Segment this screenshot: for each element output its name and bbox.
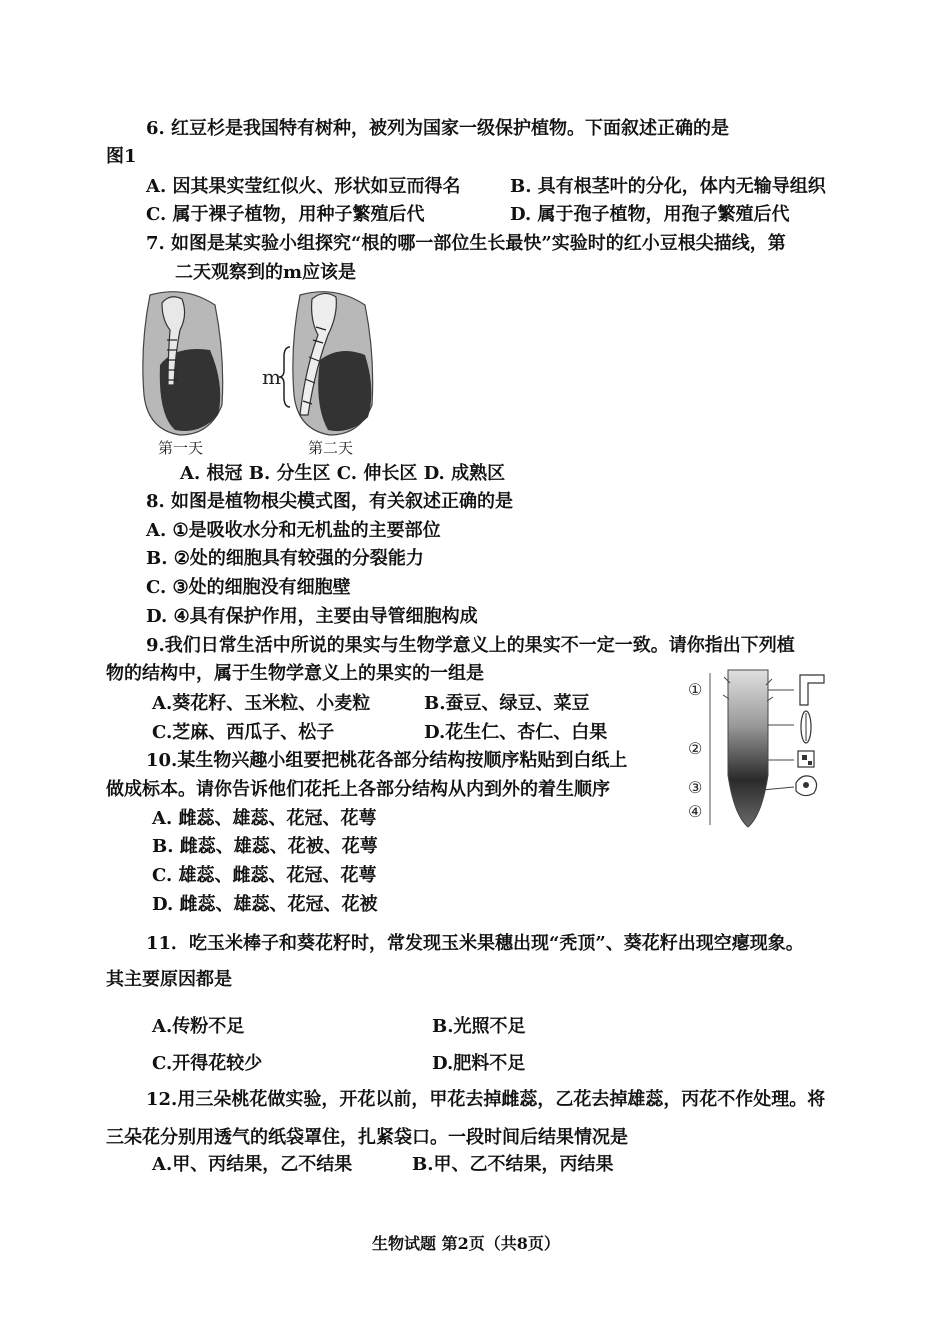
q10-option-a: A. 雌蕊、雄蕊、花冠、花萼 [152,808,377,829]
q12-stem-line1: 12.用三朵桃花做实验，开花以前，甲花去掉雌蕊，乙花去掉雄蕊，丙花不作处理。将 [146,1089,826,1110]
q10-stem-line1: 10.某生物兴趣小组要把桃花各部分结构按顺序粘贴到白纸上 [146,750,628,771]
figure-label-day1: 第一天 [158,439,204,457]
q12-option-b: B.甲、乙不结果，丙结果 [412,1154,614,1175]
q11-stem-line1: 11．吃玉米棒子和葵花籽时，常发现玉米果穗出现“秃顶”、葵花籽出现空瘪现象。 [146,933,804,954]
q8-option-b: B. ②处的细胞具有较强的分裂能力 [146,548,424,569]
q8-stem: 8. 如图是植物根尖模式图，有关叙述正确的是 [146,491,514,512]
q6-option-c: C. 属于裸子植物，用种子繁殖后代 [146,204,425,225]
q7-stem-line2: 二天观察到的m应该是 [175,262,357,283]
figure-label-m: m [262,365,281,389]
q6-stem-line1: 6. 红豆杉是我国特有树种，被列为国家一级保护植物。下面叙述正确的是 [146,118,730,139]
q11-option-b: B.光照不足 [432,1016,526,1037]
q8-root-tip-diagram [682,665,842,835]
q6-option-a: A. 因其果实莹红似火、形状如豆而得名 [146,176,461,197]
root-label-3: ③ [688,778,703,797]
q11-option-c: C.开得花较少 [152,1053,263,1074]
q7-options: A. 根冠 B. 分生区 C. 伸长区 D. 成熟区 [180,463,506,484]
q8-option-a: A. ①是吸收水分和无机盐的主要部位 [146,520,441,541]
q9-option-b: B.蚕豆、绿豆、菜豆 [424,693,590,714]
q10-stem-line2: 做成标本。请你告诉他们花托上各部分结构从内到外的着生顺序 [106,779,610,800]
q6-option-b: B. 具有根茎叶的分化，体内无输导组织 [510,176,826,197]
root-label-2: ② [688,739,703,758]
q12-option-a: A.甲、丙结果，乙不结果 [152,1154,353,1175]
q9-option-c: C.芝麻、西瓜子、松子 [152,722,335,743]
q11-option-a: A.传粉不足 [152,1016,245,1037]
q6-stem-line2: 图1 [106,146,137,167]
q7-root-tip-figure [140,285,400,457]
q6-option-d: D. 属于孢子植物，用孢子繁殖后代 [510,204,790,225]
q8-option-d: D. ④具有保护作用，主要由导管细胞构成 [146,606,478,627]
q10-option-c: C. 雄蕊、雌蕊、花冠、花萼 [152,865,377,886]
q11-option-d: D.肥料不足 [432,1053,526,1074]
q10-option-b: B. 雌蕊、雄蕊、花被、花萼 [152,836,378,857]
seed-day2 [293,292,373,435]
q9-stem-line1: 9.我们日常生活中所说的果实与生物学意义上的果实不一定一致。请你指出下列植 [146,635,795,656]
root-label-1: ① [688,680,703,699]
q12-stem-line2: 三朵花分别用透气的纸袋罩住，扎紧袋口。一段时间后结果情况是 [106,1127,628,1148]
q7-stem-line1: 7. 如图是某实验小组探究“根的哪一部位生长最快”实验时的红小豆根尖描线，第 [146,233,786,254]
figure-label-day2: 第二天 [308,439,354,457]
q9-option-a: A.葵花籽、玉米粒、小麦粒 [152,693,371,714]
page-footer: 生物试题 第2页（共8页） [372,1234,560,1253]
q8-option-c: C. ③处的细胞没有细胞壁 [146,577,351,598]
q10-option-d: D. 雌蕊、雄蕊、花冠、花被 [152,894,378,915]
q11-stem-line2: 其主要原因都是 [106,969,232,990]
q9-stem-line2: 物的结构中，属于生物学意义上的果实的一组是 [106,663,484,684]
root-label-4: ④ [688,802,703,821]
q9-option-d: D.花生仁、杏仁、白果 [424,722,608,743]
seed-day1 [143,292,223,435]
